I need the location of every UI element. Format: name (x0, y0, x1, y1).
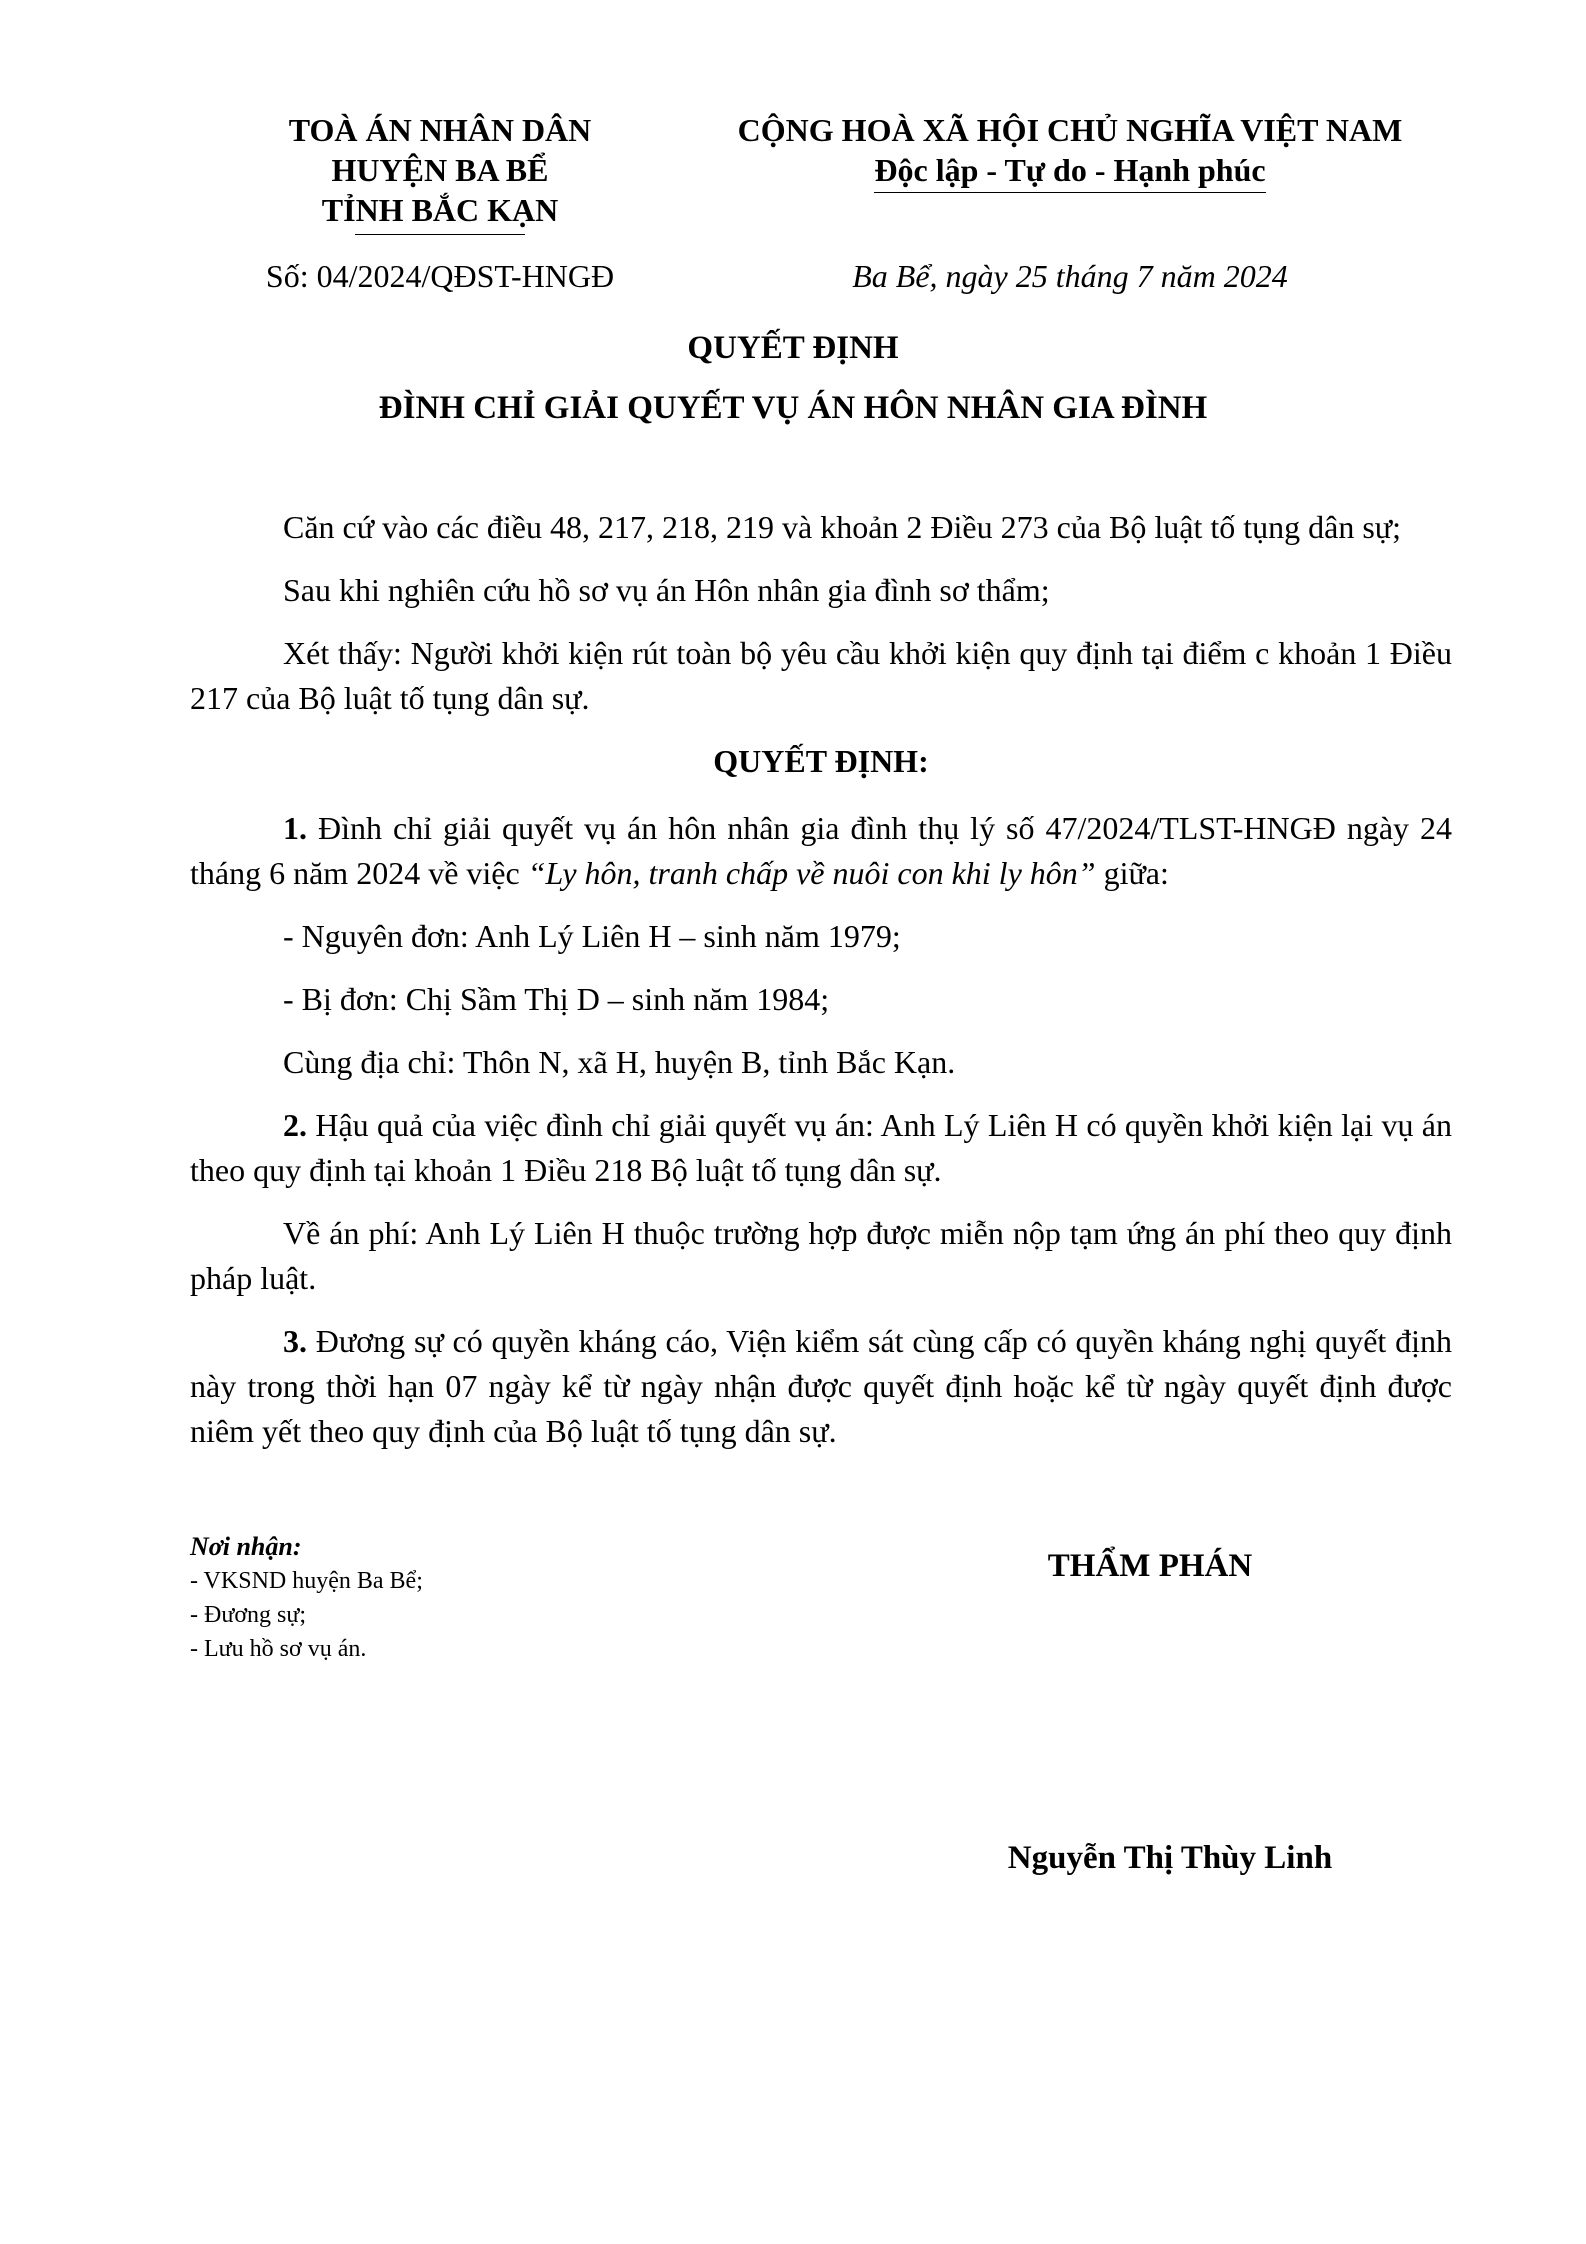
court-fee: Về án phí: Anh Lý Liên H thuộc trường hợp được miễn nộp tạm ứng án phí theo quy định pháp luật. (190, 1215, 1452, 1296)
court-header (220, 110, 660, 235)
item-3-text: Đương sự có quyền kháng cáo, Viện kiểm sát cùng cấp có quyền kháng nghị quyết định này trong thời hạn 07 ngày kể từ ngày nhận được quyết định hoặc kể từ ngày quyết định được niêm yết theo quy định của Bộ luật tố tụng dân sự. (190, 1323, 1452, 1449)
document-subtitle: ĐÌNH CHỈ GIẢI QUYẾT VỤ ÁN HÔN NHÂN GIA ĐÌNH (378, 390, 1208, 426)
document-title: QUYẾT ĐỊNH (687, 330, 899, 366)
motto: Độc lập - Tự do - Hạnh phúc (874, 150, 1265, 193)
recipient-item: - Đương sự; (190, 1602, 307, 1628)
judge-title: THẨM PHÁN (1047, 1548, 1253, 1584)
item-1-quote: “Ly hôn, tranh chấp về nuôi con khi ly hôn” (527, 855, 1096, 891)
recipients-label: Nơi nhận: (190, 1532, 302, 1561)
address: Cùng địa chỉ: Thôn N, xã H, huyện B, tỉnh Bắc Kạn. (283, 1044, 956, 1080)
decision-heading: QUYẾT ĐỊNH: (713, 743, 929, 779)
court-name-line1: TOÀ ÁN NHÂN DÂN (288, 112, 592, 148)
nation-name: CỘNG HOÀ XÃ HỘI CHỦ NGHĨA VIỆT NAM (737, 112, 1403, 148)
court-underline (355, 234, 525, 235)
recipients-block (190, 1530, 790, 1666)
legal-basis-2: Sau khi nghiên cứu hồ sơ vụ án Hôn nhân gia đình sơ thẩm; (283, 572, 1050, 608)
judge-name: Nguyễn Thị Thùy Linh (1007, 1840, 1333, 1876)
court-name-line2: HUYỆN BA BỂ (331, 152, 549, 188)
item-2-text: Hậu quả của việc đình chỉ giải quyết vụ án: Anh Lý Liên H có quyền khởi kiện lại vụ án theo quy định tại khoản 1 Điều 218 Bộ luật tố tụng dân sự. (190, 1107, 1452, 1188)
legal-basis-1: Căn cứ vào các điều 48, 217, 218, 219 và khoản 2 Điều 273 của Bộ luật tố tụng dân sự; (283, 509, 1402, 545)
legal-basis-3: Xét thấy: Người khởi kiện rút toàn bộ yêu cầu khởi kiện quy định tại điểm c khoản 1 Điều 217 của Bộ luật tố tụng dân sự. (190, 635, 1452, 716)
recipient-item: - Lưu hồ sơ vụ án. (190, 1636, 367, 1662)
item-2-number: 2. (283, 1107, 307, 1143)
decision-item-3 (190, 1319, 1452, 1454)
item-1-number: 1. (283, 810, 307, 846)
item-1-text-a: Đình chỉ giải quyết vụ án hôn nhân gia đình thụ lý số 47/2024/TLST-HNGĐ ngày 24 tháng 6 năm 2024 về việc (190, 810, 1452, 891)
recipient-item: - VKSND huyện Ba Bể; (190, 1568, 423, 1594)
document-body (190, 505, 1452, 1472)
decision-item-2 (190, 1103, 1452, 1193)
plaintiff: - Nguyên đơn: Anh Lý Liên H – sinh năm 1979; (283, 918, 901, 954)
court-name-line3: TỈNH BẮC KẠN (321, 192, 559, 228)
nation-header (660, 110, 1480, 193)
place-date: Ba Bể, ngày 25 tháng 7 năm 2024 (852, 258, 1288, 294)
decision-item-1 (190, 806, 1452, 896)
document-number: Số: 04/2024/QĐST-HNGĐ (265, 258, 615, 294)
defendant: - Bị đơn: Chị Sầm Thị D – sinh năm 1984; (283, 981, 830, 1017)
item-1-text-b: giữa: (1095, 855, 1169, 891)
item-3-number: 3. (283, 1323, 307, 1359)
